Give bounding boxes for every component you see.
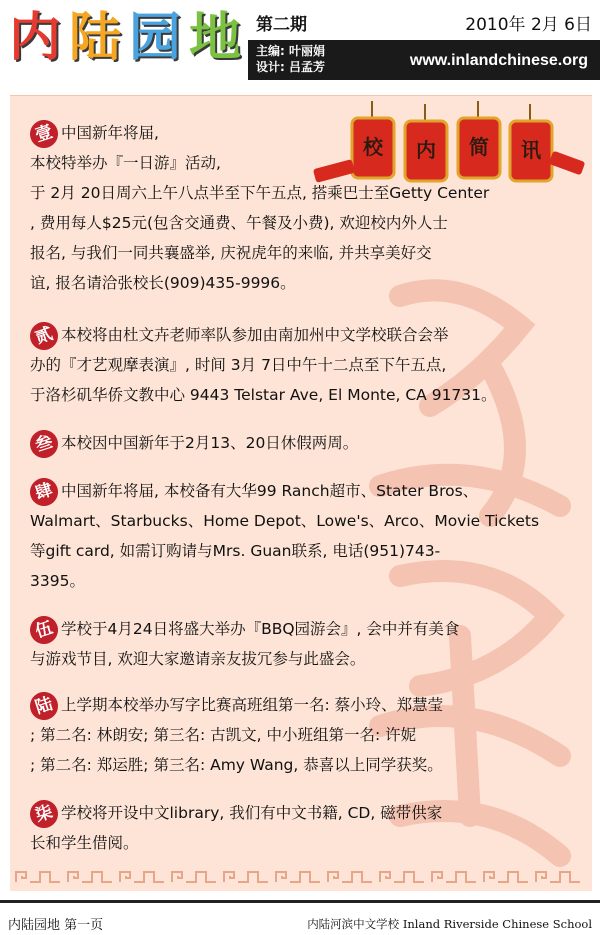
news-item-2 (30, 320, 590, 410)
masthead-char: 陆 (68, 8, 121, 68)
news-line: 本校特举办『一日游』活动, (30, 154, 221, 172)
news-line: 办的『才艺观摩表演』, 时间 3月 7日中午十二点至下午五点, (30, 356, 447, 374)
news-line: 等gift card, 如需订购请与Mrs. Guan联系, 电话(951)743- (30, 542, 441, 560)
banner-char: 校 (363, 135, 383, 159)
designer-credit: 设计: 吕孟芳 (256, 60, 325, 74)
ornament-border (14, 868, 586, 886)
masthead-char: 地 (188, 8, 241, 68)
news-line: , 费用每人$25元(包含交通费、午餐及小费), 欢迎校内外人士 (30, 214, 448, 232)
masthead-char: 内 (8, 8, 61, 68)
news-line: 3395。 (30, 572, 85, 590)
news-line: 谊, 报名请洽张校长(909)435-9996。 (30, 274, 296, 292)
editor-credit: 主编: 叶丽娟 (256, 44, 325, 58)
news-line: 本校因中国新年于2月13、20日休假两周。 (61, 434, 359, 452)
footer-divider (0, 900, 600, 903)
news-line: 学校将开设中文library, 我们有中文书籍, CD, 磁带供家 (61, 804, 443, 822)
news-line: 中国新年将届, 本校备有大华99 Ranch超市、Stater Bros、 (61, 482, 479, 500)
news-line: 报名, 与我们一同共襄盛举, 庆祝虎年的来临, 并共享美好交 (30, 244, 432, 262)
footer-page-label: 内陆园地 第一页 (8, 918, 104, 933)
issue-number: 第二期 (256, 15, 307, 35)
header (6, 6, 596, 80)
news-line: 于 2月 20日周六上午八点半至下午五点, 搭乘巴士至Getty Center (30, 184, 490, 202)
news-line: 长和学生借阅。 (30, 834, 139, 852)
banner-char: 内 (416, 138, 436, 162)
news-line: ; 第二名: 郑运胜; 第三名: Amy Wang, 恭喜以上同学获奖。 (30, 756, 443, 774)
news-panel (10, 95, 592, 891)
news-line: 于洛杉矶华侨文教中心 9443 Telstar Ave, El Monte, CA 91731。 (30, 386, 497, 404)
news-line: 本校将由杜文卉老师率队参加由南加州中文学校联合会举 (61, 326, 449, 344)
numeral-badge: 伍 (26, 612, 61, 647)
news-item-7 (30, 798, 590, 858)
numeral-badge: 贰 (26, 318, 61, 353)
masthead-logo (6, 6, 252, 74)
news-line: 与游戏节目, 欢迎大家邀请亲友拔冗参与此盛会。 (30, 650, 366, 668)
masthead-char: 园 (128, 8, 181, 68)
banner-char: 简 (469, 135, 489, 159)
footer-school-name: 内陆河滨中文学校 Inland Riverside Chinese School (307, 917, 592, 931)
numeral-badge: 叁 (26, 426, 61, 461)
news-item-3 (30, 428, 590, 458)
website-link[interactable]: www.inlandchinese.org (409, 52, 588, 69)
numeral-badge: 壹 (26, 116, 61, 151)
news-item-4 (30, 476, 590, 596)
news-line: 上学期本校举办写字比赛高班组第一名: 蔡小玲、郑慧莹 (61, 696, 444, 714)
numeral-badge: 肆 (26, 474, 61, 509)
news-item-1 (30, 118, 590, 298)
numeral-badge: 柒 (26, 796, 61, 831)
news-line: Walmart、Starbucks、Home Depot、Lowe's、Arco、Movie Tickets (30, 512, 540, 530)
banner-char: 讯 (521, 138, 541, 162)
issue-date: 2010年 2月 6日 (465, 15, 592, 35)
news-line: 中国新年将届, (61, 124, 159, 142)
news-item-6 (30, 690, 590, 780)
news-line: 学校于4月24日将盛大举办『BBQ园游会』, 会中并有美食 (61, 620, 460, 638)
numeral-badge: 陆 (26, 688, 61, 723)
news-line: ; 第二名: 林朗安; 第三名: 古凯文, 中小班组第一名: 许妮 (30, 726, 417, 744)
news-item-5 (30, 614, 590, 674)
